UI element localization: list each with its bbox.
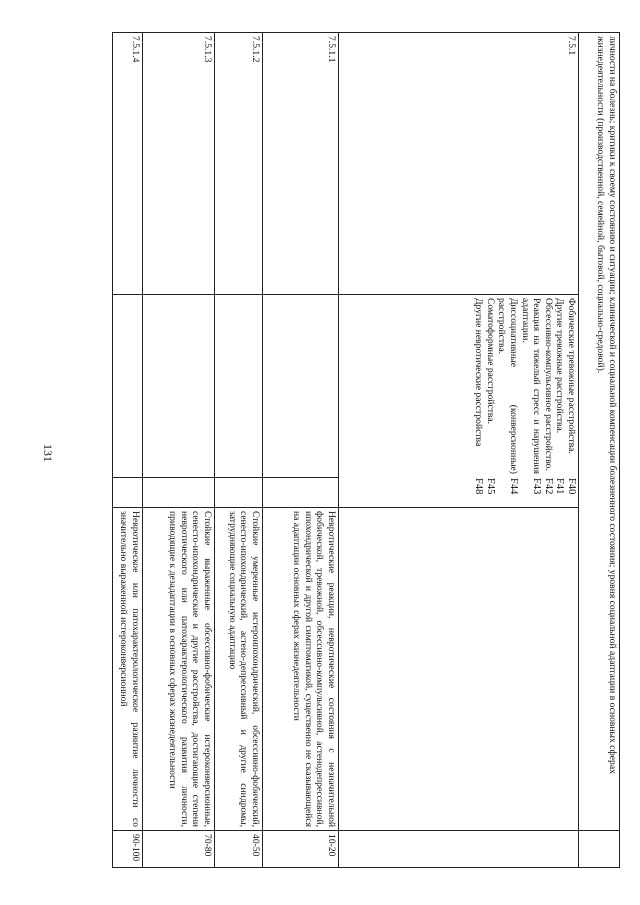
- header-text: личности на болезнь; критики к своему состоянию и ситуации; клинической и социальной компенсации болезненного состояния; уровня социальной адаптации в основных сферах жизнедеятельности (производственной, семейной, бытовой, социально-средовой).: [579, 33, 620, 831]
- diagnosis-list-cell: [339, 295, 579, 508]
- row-score: 70-80: [143, 831, 215, 868]
- diagnosis-item: [496, 298, 519, 504]
- row-description: Стойкие умеренные истероипохондрический, обсессивно-фобический, сенесто-ипохондрический, астено-депрессивный и другие синдромы, затрудняющие социальную адаптацию: [215, 508, 263, 831]
- row-score: 40-50: [215, 831, 263, 868]
- row-code: 7.5.1.2: [215, 33, 263, 295]
- empty-cell: [143, 478, 215, 508]
- empty-cell: [143, 295, 215, 478]
- diagnosis-name: Фобические тревожные расстройства.: [566, 298, 577, 454]
- page-number: 131: [41, 444, 55, 462]
- row-code: 7.5.1.4: [113, 33, 143, 295]
- row-code: 7.5.1: [339, 33, 579, 295]
- header-row: [579, 33, 620, 868]
- row-description: Невротические реакции, невротические состояния с незначительной фобической, тревожной, обсессивно-компульсивной, астенодепрессивной, ипохондрической и другой симптоматикой, существенно не сказывающейся на адаптации основных сферах жизнедеятельности: [263, 508, 339, 831]
- diagnosis-list: [473, 298, 577, 504]
- diagnosis-item: [542, 298, 554, 504]
- empty-cell: [113, 295, 143, 478]
- diagnosis-item: [473, 298, 485, 504]
- row-code: 7.5.1.3: [143, 33, 215, 295]
- empty-cell: [113, 478, 143, 508]
- row-score: 10-20: [263, 831, 339, 868]
- empty-cell: [215, 478, 263, 508]
- table-row: [143, 33, 215, 868]
- diagnosis-name: Реакция на тяжелый стресс и нарушения адаптации.: [519, 298, 543, 474]
- table-row: [339, 33, 579, 868]
- diagnosis-item: [554, 298, 566, 504]
- diagnosis-name: Обсессивно-компульсивное расстройство.: [542, 298, 554, 471]
- icd-code: F48: [473, 478, 485, 495]
- diagnosis-item: [484, 298, 496, 504]
- diagnosis-name: Соматоформные расстройства.: [484, 298, 496, 424]
- page-content: [80, 32, 620, 867]
- diagnosis-name: Другие невротические расстройства: [473, 298, 485, 447]
- table-row: [263, 33, 339, 868]
- empty-cell: [215, 295, 263, 478]
- criteria-table: [112, 32, 620, 868]
- icd-code: F45: [484, 478, 496, 495]
- header-empty-cell: [579, 831, 620, 868]
- diagnosis-item: [565, 298, 577, 504]
- row-description: Невротическое или патохарактерологическое развитие личности со значительно выраженной истероконверсионной: [113, 508, 143, 831]
- table-row: [215, 33, 263, 868]
- row-code: 7.5.1.1: [263, 33, 339, 295]
- rotated-page: [80, 32, 620, 867]
- table-row: [113, 33, 143, 868]
- icd-code: F43: [531, 478, 543, 495]
- diagnosis-item: [519, 298, 542, 504]
- empty-cell: [263, 478, 339, 508]
- diagnosis-name: Другие тревожные расстройства.: [554, 298, 566, 434]
- row-score: [339, 831, 579, 868]
- icd-code: F42: [542, 478, 554, 495]
- icd-code: F40: [566, 478, 577, 495]
- row-description: Стойкие выраженные обсессивно-фобические истероконверсионные, сенесто-ипохондрические и другие расстройства, достигающие степени невротического или патохарактерологического развития личности, приводящие к дезадаптации в основных сферах жизнедеятельности: [143, 508, 215, 831]
- diagnosis-name: Диссоциативные (конверсионные) расстройства.: [496, 298, 520, 474]
- row-score: 90-100: [113, 831, 143, 868]
- row-description: [339, 508, 579, 831]
- icd-code: F41: [554, 478, 566, 495]
- empty-cell: [263, 295, 339, 478]
- icd-code: F44: [508, 478, 520, 495]
